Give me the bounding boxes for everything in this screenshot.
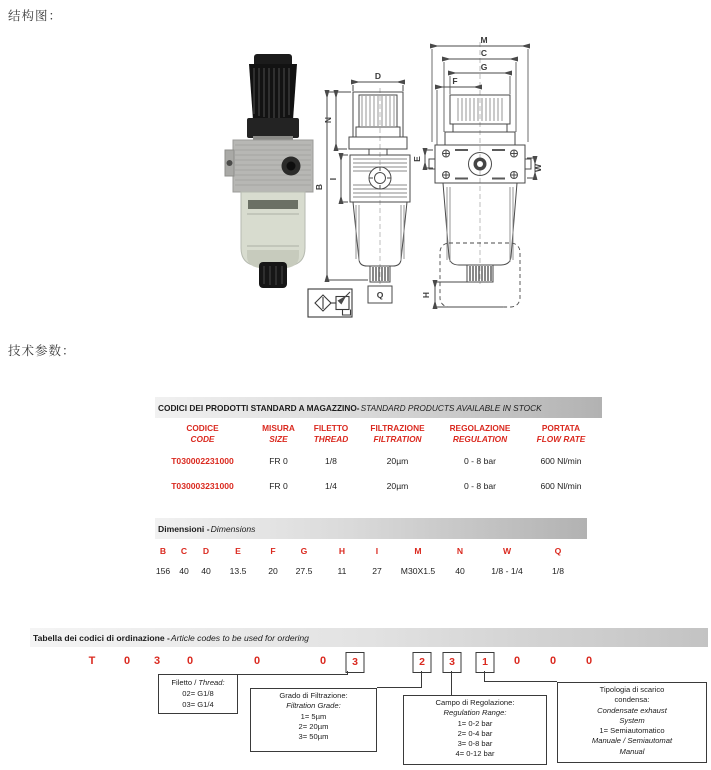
- thread-option-line: [159, 688, 237, 699]
- dim-letter-i: I: [375, 546, 379, 556]
- tech-params-label: 技术参数：: [8, 344, 76, 358]
- cell-regulation: 0 - 8 bar: [463, 456, 496, 466]
- dim-value: 40: [201, 566, 211, 576]
- stock-table-title-it: CODICI DEI PRODOTTI STANDARD A MAGAZZINO-: [158, 402, 360, 413]
- column-header-en: FILTRATION: [373, 433, 422, 444]
- dim-value: 11: [337, 566, 347, 576]
- stock-table-title-bar: [155, 397, 602, 418]
- stock-table-body: [155, 456, 602, 491]
- text-part: 2= 20µm: [298, 721, 329, 731]
- dim-letter-e: E: [235, 546, 241, 556]
- text-part: Grado di Filtrazione:: [279, 691, 348, 700]
- order-code-digit-10: 0: [513, 655, 521, 667]
- dim-value: M30X1.5: [400, 566, 436, 576]
- column-header-size: [250, 423, 307, 444]
- dimension-letters-row: [155, 546, 587, 559]
- text-part: Campo di Regolazione:: [435, 698, 515, 707]
- ordering-title-en: Article codes to be used for ordering: [170, 632, 309, 643]
- order-code-digit-boxed-8: 3: [443, 652, 462, 673]
- connector-line: [421, 671, 422, 688]
- regulation-option-line: [404, 749, 546, 759]
- column-header-it: FILETTO: [313, 423, 349, 433]
- filtration-grade-box: [250, 688, 377, 752]
- stock-table-header-row: [155, 423, 602, 444]
- product-code: T030002231000: [171, 456, 234, 466]
- regulation-option-line: [404, 698, 546, 708]
- regulation-option-line: [404, 739, 546, 749]
- order-code-digit-boxed-7: 2: [413, 652, 432, 673]
- connector-line: [484, 681, 557, 682]
- dim-label-i: I: [328, 177, 338, 181]
- text-part: Manual: [619, 746, 645, 756]
- structure-diagram: [203, 32, 543, 332]
- product-code: T030003231000: [171, 481, 234, 491]
- dim-letter-g: G: [300, 546, 308, 556]
- order-code-digit-boxed-6: 3: [346, 652, 365, 673]
- cell-size: FR 0: [269, 481, 288, 491]
- text-part: 3= 0-8 bar: [457, 739, 493, 749]
- condensate-option-line: [558, 736, 706, 746]
- cell-flow: 600 Nl/min: [540, 456, 582, 466]
- cell-filtration: 20µm: [386, 481, 409, 491]
- order-code-digit-12: 0: [585, 655, 593, 667]
- text-part: 02= G1/8: [182, 689, 214, 698]
- dim-value: 40: [455, 566, 465, 576]
- cell-thread: 1/4: [325, 481, 337, 491]
- text-part: Regulation Range:: [443, 708, 507, 718]
- column-header-regulation: [440, 423, 520, 444]
- dim-label-g: G: [480, 62, 488, 72]
- thread-option-line: [159, 677, 237, 688]
- cell-flow: 600 Nl/min: [540, 481, 582, 491]
- column-header-flow-rate: [520, 423, 602, 444]
- column-header-it: FILTRAZIONE: [370, 423, 425, 433]
- dim-label-d: D: [374, 71, 382, 81]
- dim-label-b: B: [314, 183, 324, 191]
- regulation-range-box: [403, 695, 547, 765]
- regulation-option-line: [404, 708, 546, 718]
- condensate-option-line: [558, 706, 706, 716]
- text-part: Condensate exhaust: [597, 705, 667, 715]
- cell-filtration: 20µm: [386, 456, 409, 466]
- order-code-digit-boxed-9: 1: [476, 652, 495, 673]
- dim-letter-b: B: [159, 546, 167, 556]
- column-header-en: SIZE: [269, 433, 288, 444]
- condensate-option-line: [558, 695, 706, 705]
- dim-value: 20: [268, 566, 278, 576]
- filter-regulator-symbol: [308, 289, 352, 317]
- cell-regulation: 0 - 8 bar: [463, 481, 496, 491]
- dim-letter-n: N: [456, 546, 464, 556]
- column-header-thread: [307, 423, 355, 444]
- order-code-digit-11: 0: [549, 655, 557, 667]
- dim-label-c: C: [480, 48, 488, 58]
- dim-value: 27.5: [295, 566, 313, 576]
- dim-label-e: E: [412, 156, 422, 162]
- thread-option-line: [159, 699, 237, 710]
- column-header-it: CODICE: [186, 423, 219, 433]
- dim-label-h: H: [421, 291, 431, 299]
- dim-letter-h: H: [338, 546, 346, 556]
- condensate-option-line: [558, 747, 706, 757]
- text-part: 4= 0-12 bar: [455, 749, 495, 759]
- text-part: Filetto /: [171, 678, 199, 687]
- side-view-drawing: [412, 35, 543, 307]
- regulation-option-line: [404, 719, 546, 729]
- text-part: 1= Semiautomatico: [599, 726, 665, 736]
- column-header-filtration: [355, 423, 440, 444]
- text-part: 1= 0-2 bar: [457, 718, 493, 728]
- text-part: Thread:: [198, 678, 225, 687]
- text-part: 03= G1/4: [182, 700, 214, 709]
- order-code-digit-1: 0: [123, 655, 131, 667]
- dim-value: 1/8: [552, 566, 564, 576]
- ordering-title-bar: [30, 628, 708, 647]
- dim-value: 40: [179, 566, 189, 576]
- dimensions-title-bar: [155, 518, 587, 539]
- filtration-option-line: [251, 701, 376, 711]
- stock-table-title-en: STANDARD PRODUCTS AVAILABLE IN STOCK: [360, 402, 542, 413]
- filtration-option-line: [251, 691, 376, 701]
- dim-label-m: M: [480, 35, 488, 45]
- dim-letter-d: D: [202, 546, 210, 556]
- thread-options-box: [158, 674, 238, 714]
- order-code-digit-2: 3: [153, 655, 161, 667]
- dim-label-w: W: [533, 163, 543, 173]
- dim-value: 13.5: [229, 566, 247, 576]
- regulation-option-line: [404, 729, 546, 739]
- condensate-option-line: [558, 716, 706, 726]
- filtration-option-line: [251, 722, 376, 732]
- product-row: [155, 481, 602, 491]
- connector-line: [377, 687, 422, 688]
- order-code-digit-4: 0: [253, 655, 261, 667]
- dimensions-title-it: Dimensioni -: [158, 523, 210, 534]
- filtration-option-line: [251, 732, 376, 742]
- structure-diagram-label: 结构图：: [8, 9, 63, 23]
- text-part: System: [619, 715, 645, 725]
- dim-letter-m: M: [414, 546, 422, 556]
- dimension-values-row: [155, 566, 587, 579]
- dim-letter-w: W: [502, 546, 512, 556]
- condensate-option-line: [558, 726, 706, 736]
- condensate-option-line: [558, 685, 706, 695]
- dim-letter-q: Q: [554, 546, 562, 556]
- order-code-digit-3: 0: [186, 655, 194, 667]
- filtration-option-line: [251, 712, 376, 722]
- column-header-code: [155, 423, 250, 444]
- column-header-it: PORTATA: [541, 423, 581, 433]
- dimensions-title-en: Dimensions: [210, 523, 256, 534]
- text-part: 3= 50µm: [298, 732, 329, 742]
- text-part: Filtration Grade:: [286, 701, 341, 711]
- column-header-it: REGOLAZIONE: [449, 423, 511, 433]
- dim-label-q: Q: [376, 290, 384, 300]
- dim-value: 27: [372, 566, 382, 576]
- connector-line: [451, 671, 452, 695]
- text-part: condensa:: [614, 695, 650, 705]
- text-part: 2= 0-4 bar: [457, 728, 493, 738]
- column-header-en: CODE: [190, 433, 215, 444]
- dimensions-table: [155, 518, 587, 579]
- dim-value: 1/8 - 1/4: [491, 566, 523, 576]
- front-view-drawing: [314, 71, 410, 303]
- ordering-codes-section: [0, 628, 711, 770]
- order-code-digit-5: 0: [319, 655, 327, 667]
- column-header-it: MISURA: [262, 423, 295, 433]
- product-row: [155, 456, 602, 466]
- ordering-title-it: Tabella dei codici di ordinazione -: [33, 632, 170, 643]
- column-header-en: FLOW RATE: [536, 433, 586, 444]
- stock-products-table: [155, 397, 602, 491]
- order-code-digit-0: T: [88, 655, 96, 667]
- cell-thread: 1/8: [325, 456, 337, 466]
- condensate-exhaust-box: [557, 682, 707, 763]
- dim-letter-f: F: [270, 546, 276, 556]
- connector-line: [238, 674, 348, 675]
- dim-label-f: F: [452, 76, 458, 86]
- product-photo: [225, 54, 313, 288]
- text-part: 1= 5µm: [300, 711, 327, 721]
- column-header-en: THREAD: [313, 433, 349, 444]
- dim-value: 156: [155, 566, 171, 576]
- text-part: Manuale / Semiautomat: [591, 736, 673, 746]
- column-header-en: REGULATION: [452, 433, 508, 444]
- cell-size: FR 0: [269, 456, 288, 466]
- dim-label-n: N: [323, 116, 333, 124]
- dim-letter-c: C: [180, 546, 188, 556]
- text-part: Tipologia di scarico: [599, 685, 665, 694]
